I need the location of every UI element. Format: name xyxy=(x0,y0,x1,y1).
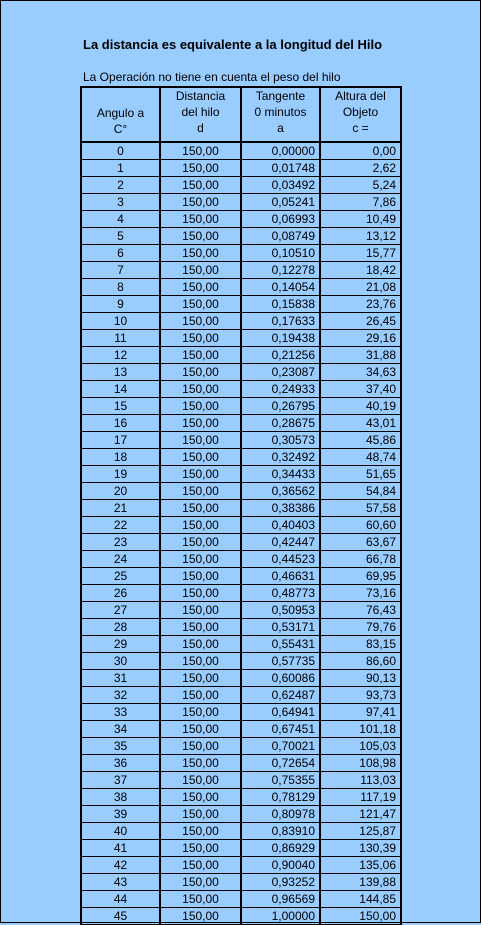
cell-distance[interactable]: 150,00 xyxy=(160,721,241,738)
cell-tangent[interactable]: 0,72654 xyxy=(241,755,320,772)
cell-height[interactable]: 31,88 xyxy=(320,347,401,364)
cell-height[interactable]: 130,39 xyxy=(320,840,401,857)
cell-distance[interactable]: 150,00 xyxy=(160,245,241,262)
cell-angle[interactable]: 44 xyxy=(81,891,160,908)
cell-height[interactable]: 43,01 xyxy=(320,415,401,432)
cell-height[interactable]: 60,60 xyxy=(320,517,401,534)
cell-angle[interactable]: 5 xyxy=(81,228,160,245)
header-height-line2: Objeto xyxy=(342,105,379,119)
cell-angle[interactable]: 36 xyxy=(81,755,160,772)
sheet-subtitle: La Operación no tiene en cuenta el peso del hilo xyxy=(83,70,341,84)
table-row xyxy=(81,857,401,874)
cell-distance[interactable]: 150,00 xyxy=(160,142,241,160)
cell-tangent[interactable]: 0,48773 xyxy=(241,585,320,602)
cell-angle[interactable]: 22 xyxy=(81,517,160,534)
cell-height[interactable]: 21,08 xyxy=(320,279,401,296)
cell-height[interactable]: 2,62 xyxy=(320,160,401,177)
table-row xyxy=(81,313,401,330)
cell-tangent[interactable]: 0,38386 xyxy=(241,500,320,517)
table-row xyxy=(81,551,401,568)
cell-angle[interactable]: 1 xyxy=(81,160,160,177)
cell-angle[interactable]: 26 xyxy=(81,585,160,602)
table-row xyxy=(81,211,401,228)
cell-tangent[interactable]: 0,42447 xyxy=(241,534,320,551)
cell-distance[interactable]: 150,00 xyxy=(160,483,241,500)
cell-distance[interactable]: 150,00 xyxy=(160,449,241,466)
cell-distance[interactable]: 150,00 xyxy=(160,517,241,534)
cell-angle[interactable]: 21 xyxy=(81,500,160,517)
cell-height[interactable]: 139,88 xyxy=(320,874,401,891)
table-row xyxy=(81,721,401,738)
cell-tangent[interactable]: 0,32492 xyxy=(241,449,320,466)
cell-distance[interactable]: 150,00 xyxy=(160,823,241,840)
table-row xyxy=(81,432,401,449)
cell-distance[interactable]: 150,00 xyxy=(160,534,241,551)
cell-height[interactable]: 7,86 xyxy=(320,194,401,211)
cell-tangent[interactable]: 0,60086 xyxy=(241,670,320,687)
cell-tangent[interactable]: 0,57735 xyxy=(241,653,320,670)
cell-tangent[interactable]: 0,23087 xyxy=(241,364,320,381)
cell-angle[interactable]: 20 xyxy=(81,483,160,500)
cell-angle[interactable]: 16 xyxy=(81,415,160,432)
cell-height[interactable]: 23,76 xyxy=(320,296,401,313)
cell-tangent[interactable]: 0,80978 xyxy=(241,806,320,823)
cell-tangent[interactable]: 0,17633 xyxy=(241,313,320,330)
table-body xyxy=(81,142,401,925)
cell-distance[interactable]: 150,00 xyxy=(160,653,241,670)
cell-angle[interactable]: 30 xyxy=(81,653,160,670)
cell-distance[interactable]: 150,00 xyxy=(160,211,241,228)
cell-height[interactable]: 45,86 xyxy=(320,432,401,449)
header-tangent[interactable] xyxy=(241,87,320,142)
cell-tangent[interactable]: 0,55431 xyxy=(241,636,320,653)
table-row xyxy=(81,364,401,381)
cell-tangent[interactable]: 0,78129 xyxy=(241,789,320,806)
table-row xyxy=(81,789,401,806)
cell-angle[interactable]: 28 xyxy=(81,619,160,636)
cell-height[interactable]: 135,06 xyxy=(320,857,401,874)
cell-height[interactable]: 97,41 xyxy=(320,704,401,721)
table-row xyxy=(81,279,401,296)
cell-height[interactable]: 108,98 xyxy=(320,755,401,772)
cell-angle[interactable]: 35 xyxy=(81,738,160,755)
cell-tangent[interactable]: 0,40403 xyxy=(241,517,320,534)
cell-angle[interactable]: 38 xyxy=(81,789,160,806)
table-row xyxy=(81,398,401,415)
table-row xyxy=(81,449,401,466)
table-row xyxy=(81,245,401,262)
cell-angle[interactable]: 13 xyxy=(81,364,160,381)
cell-angle[interactable]: 4 xyxy=(81,211,160,228)
cell-distance[interactable]: 150,00 xyxy=(160,772,241,789)
cell-distance[interactable]: 150,00 xyxy=(160,568,241,585)
cell-angle[interactable]: 14 xyxy=(81,381,160,398)
cell-height[interactable]: 34,63 xyxy=(320,364,401,381)
table-row xyxy=(81,738,401,755)
cell-height[interactable]: 66,78 xyxy=(320,551,401,568)
cell-distance[interactable]: 150,00 xyxy=(160,194,241,211)
table-row xyxy=(81,636,401,653)
cell-height[interactable]: 10,49 xyxy=(320,211,401,228)
cell-tangent[interactable]: 0,15838 xyxy=(241,296,320,313)
cell-height[interactable]: 86,60 xyxy=(320,653,401,670)
cell-tangent[interactable]: 0,46631 xyxy=(241,568,320,585)
table-row xyxy=(81,262,401,279)
cell-height[interactable]: 105,03 xyxy=(320,738,401,755)
table-row xyxy=(81,142,401,160)
cell-angle[interactable]: 41 xyxy=(81,840,160,857)
cell-distance[interactable]: 150,00 xyxy=(160,806,241,823)
cell-tangent[interactable]: 0,19438 xyxy=(241,330,320,347)
table-row xyxy=(81,687,401,704)
cell-distance[interactable]: 150,00 xyxy=(160,755,241,772)
cell-tangent[interactable]: 0,01748 xyxy=(241,160,320,177)
cell-distance[interactable]: 150,00 xyxy=(160,585,241,602)
cell-angle[interactable]: 10 xyxy=(81,313,160,330)
cell-angle[interactable]: 6 xyxy=(81,245,160,262)
header-tangent-line2: 0 minutos xyxy=(254,105,307,119)
cell-distance[interactable]: 150,00 xyxy=(160,381,241,398)
table-row xyxy=(81,228,401,245)
cell-distance[interactable]: 150,00 xyxy=(160,160,241,177)
cell-angle[interactable]: 15 xyxy=(81,398,160,415)
cell-distance[interactable]: 150,00 xyxy=(160,908,241,925)
table-row xyxy=(81,194,401,211)
cell-angle[interactable]: 0 xyxy=(81,142,160,160)
cell-height[interactable]: 69,95 xyxy=(320,568,401,585)
table-row xyxy=(81,381,401,398)
cell-angle[interactable]: 7 xyxy=(81,262,160,279)
cell-angle[interactable]: 25 xyxy=(81,568,160,585)
cell-height[interactable]: 150,00 xyxy=(320,908,401,925)
cell-angle[interactable]: 34 xyxy=(81,721,160,738)
header-row xyxy=(81,87,401,142)
table-row xyxy=(81,704,401,721)
cell-distance[interactable]: 150,00 xyxy=(160,704,241,721)
table-row xyxy=(81,619,401,636)
cell-distance[interactable]: 150,00 xyxy=(160,551,241,568)
table-row xyxy=(81,483,401,500)
cell-tangent[interactable]: 0,90040 xyxy=(241,857,320,874)
cell-height[interactable]: 15,77 xyxy=(320,245,401,262)
header-angle-line1: Angulo a xyxy=(96,106,145,120)
header-distance[interactable] xyxy=(160,87,241,142)
cell-tangent[interactable]: 0,08749 xyxy=(241,228,320,245)
cell-distance[interactable]: 150,00 xyxy=(160,432,241,449)
cell-height[interactable]: 57,58 xyxy=(320,500,401,517)
cell-tangent[interactable]: 0,10510 xyxy=(241,245,320,262)
cell-distance[interactable]: 150,00 xyxy=(160,228,241,245)
cell-distance[interactable]: 150,00 xyxy=(160,874,241,891)
cell-height[interactable]: 0,00 xyxy=(320,142,401,160)
cell-tangent[interactable]: 0,83910 xyxy=(241,823,320,840)
cell-tangent[interactable]: 0,00000 xyxy=(241,142,320,160)
table-row xyxy=(81,891,401,908)
cell-distance[interactable]: 150,00 xyxy=(160,330,241,347)
cell-height[interactable]: 93,73 xyxy=(320,687,401,704)
cell-tangent[interactable]: 0,26795 xyxy=(241,398,320,415)
cell-distance[interactable]: 150,00 xyxy=(160,347,241,364)
table-row xyxy=(81,653,401,670)
header-angle[interactable] xyxy=(81,87,160,142)
cell-tangent[interactable]: 0,96569 xyxy=(241,891,320,908)
cell-height[interactable]: 76,43 xyxy=(320,602,401,619)
cell-height[interactable]: 63,67 xyxy=(320,534,401,551)
header-distance-line3: d xyxy=(197,121,204,135)
cell-tangent[interactable]: 0,70021 xyxy=(241,738,320,755)
header-angle-line2: C° xyxy=(113,122,128,136)
cell-height[interactable]: 29,16 xyxy=(320,330,401,347)
cell-distance[interactable]: 150,00 xyxy=(160,262,241,279)
cell-angle[interactable]: 31 xyxy=(81,670,160,687)
cell-distance[interactable]: 150,00 xyxy=(160,857,241,874)
cell-height[interactable]: 54,84 xyxy=(320,483,401,500)
cell-distance[interactable]: 150,00 xyxy=(160,466,241,483)
cell-height[interactable]: 73,16 xyxy=(320,585,401,602)
table-row xyxy=(81,296,401,313)
cell-distance[interactable]: 150,00 xyxy=(160,313,241,330)
table-row xyxy=(81,602,401,619)
cell-height[interactable]: 48,74 xyxy=(320,449,401,466)
table-row xyxy=(81,160,401,177)
cell-angle[interactable]: 18 xyxy=(81,449,160,466)
table-row xyxy=(81,177,401,194)
cell-height[interactable]: 18,42 xyxy=(320,262,401,279)
cell-tangent[interactable]: 0,21256 xyxy=(241,347,320,364)
cell-angle[interactable]: 24 xyxy=(81,551,160,568)
cell-tangent[interactable]: 0,06993 xyxy=(241,211,320,228)
cell-distance[interactable]: 150,00 xyxy=(160,619,241,636)
cell-height[interactable]: 13,12 xyxy=(320,228,401,245)
table-row xyxy=(81,806,401,823)
header-height[interactable] xyxy=(320,87,401,142)
header-height-line1: Altura del xyxy=(335,89,386,103)
cell-angle[interactable]: 11 xyxy=(81,330,160,347)
cell-angle[interactable]: 2 xyxy=(81,177,160,194)
header-height-line3: c = xyxy=(352,121,369,135)
cell-tangent[interactable]: 0,36562 xyxy=(241,483,320,500)
cell-tangent[interactable]: 0,34433 xyxy=(241,466,320,483)
table-row xyxy=(81,500,401,517)
cell-distance[interactable]: 150,00 xyxy=(160,738,241,755)
cell-angle[interactable]: 29 xyxy=(81,636,160,653)
cell-tangent[interactable]: 0,93252 xyxy=(241,874,320,891)
sheet-title: La distancia es equivalente a la longitud del Hilo xyxy=(83,37,383,52)
table-row xyxy=(81,755,401,772)
cell-angle[interactable]: 3 xyxy=(81,194,160,211)
cell-tangent[interactable]: 0,86929 xyxy=(241,840,320,857)
header-tangent-line1: Tangente xyxy=(255,89,306,103)
cell-angle[interactable]: 45 xyxy=(81,908,160,925)
table-row xyxy=(81,534,401,551)
table-row xyxy=(81,517,401,534)
data-table xyxy=(80,86,402,925)
table-row xyxy=(81,772,401,789)
cell-height[interactable]: 83,15 xyxy=(320,636,401,653)
table-row xyxy=(81,874,401,891)
cell-height[interactable]: 101,18 xyxy=(320,721,401,738)
cell-distance[interactable]: 150,00 xyxy=(160,840,241,857)
cell-angle[interactable]: 19 xyxy=(81,466,160,483)
cell-angle[interactable]: 9 xyxy=(81,296,160,313)
cell-tangent[interactable]: 0,03492 xyxy=(241,177,320,194)
header-distance-line1: Distancia xyxy=(175,89,226,103)
cell-height[interactable]: 40,19 xyxy=(320,398,401,415)
cell-height[interactable]: 117,19 xyxy=(320,789,401,806)
cell-tangent[interactable]: 0,50953 xyxy=(241,602,320,619)
table-row xyxy=(81,840,401,857)
cell-height[interactable]: 125,87 xyxy=(320,823,401,840)
table-row xyxy=(81,908,401,925)
cell-distance[interactable]: 150,00 xyxy=(160,670,241,687)
cell-angle[interactable]: 23 xyxy=(81,534,160,551)
table-row xyxy=(81,568,401,585)
cell-distance[interactable]: 150,00 xyxy=(160,364,241,381)
cell-height[interactable]: 144,85 xyxy=(320,891,401,908)
table-row xyxy=(81,670,401,687)
cell-distance[interactable]: 150,00 xyxy=(160,296,241,313)
cell-angle[interactable]: 8 xyxy=(81,279,160,296)
cell-angle[interactable]: 12 xyxy=(81,347,160,364)
cell-tangent[interactable]: 0,44523 xyxy=(241,551,320,568)
cell-distance[interactable]: 150,00 xyxy=(160,602,241,619)
cell-height[interactable]: 90,13 xyxy=(320,670,401,687)
cell-angle[interactable]: 17 xyxy=(81,432,160,449)
table-row xyxy=(81,330,401,347)
cell-angle[interactable]: 43 xyxy=(81,874,160,891)
cell-distance[interactable]: 150,00 xyxy=(160,177,241,194)
cell-distance[interactable]: 150,00 xyxy=(160,415,241,432)
cell-tangent[interactable]: 0,67451 xyxy=(241,721,320,738)
cell-angle[interactable]: 32 xyxy=(81,687,160,704)
cell-tangent[interactable]: 0,64941 xyxy=(241,704,320,721)
cell-tangent[interactable]: 0,14054 xyxy=(241,279,320,296)
cell-height[interactable]: 113,03 xyxy=(320,772,401,789)
table-row xyxy=(81,823,401,840)
table-row xyxy=(81,415,401,432)
cell-height[interactable]: 37,40 xyxy=(320,381,401,398)
cell-height[interactable]: 5,24 xyxy=(320,177,401,194)
cell-angle[interactable]: 40 xyxy=(81,823,160,840)
cell-tangent[interactable]: 0,12278 xyxy=(241,262,320,279)
cell-tangent[interactable]: 0,28675 xyxy=(241,415,320,432)
cell-distance[interactable]: 150,00 xyxy=(160,500,241,517)
cell-height[interactable]: 26,45 xyxy=(320,313,401,330)
cell-angle[interactable]: 39 xyxy=(81,806,160,823)
cell-distance[interactable]: 150,00 xyxy=(160,789,241,806)
cell-tangent[interactable]: 1,00000 xyxy=(241,908,320,925)
table-row xyxy=(81,347,401,364)
cell-tangent[interactable]: 0,53171 xyxy=(241,619,320,636)
cell-height[interactable]: 79,76 xyxy=(320,619,401,636)
cell-distance[interactable]: 150,00 xyxy=(160,398,241,415)
cell-height[interactable]: 121,47 xyxy=(320,806,401,823)
cell-angle[interactable]: 42 xyxy=(81,857,160,874)
cell-distance[interactable]: 150,00 xyxy=(160,687,241,704)
cell-distance[interactable]: 150,00 xyxy=(160,891,241,908)
cell-angle[interactable]: 37 xyxy=(81,772,160,789)
cell-tangent[interactable]: 0,30573 xyxy=(241,432,320,449)
cell-tangent[interactable]: 0,62487 xyxy=(241,687,320,704)
table-row xyxy=(81,466,401,483)
cell-angle[interactable]: 27 xyxy=(81,602,160,619)
header-tangent-line3: a xyxy=(277,121,284,135)
header-distance-line2: del hilo xyxy=(181,105,220,119)
table-row xyxy=(81,585,401,602)
cell-tangent[interactable]: 0,24933 xyxy=(241,381,320,398)
cell-tangent[interactable]: 0,05241 xyxy=(241,194,320,211)
cell-distance[interactable]: 150,00 xyxy=(160,636,241,653)
cell-distance[interactable]: 150,00 xyxy=(160,279,241,296)
cell-tangent[interactable]: 0,75355 xyxy=(241,772,320,789)
cell-height[interactable]: 51,65 xyxy=(320,466,401,483)
cell-angle[interactable]: 33 xyxy=(81,704,160,721)
